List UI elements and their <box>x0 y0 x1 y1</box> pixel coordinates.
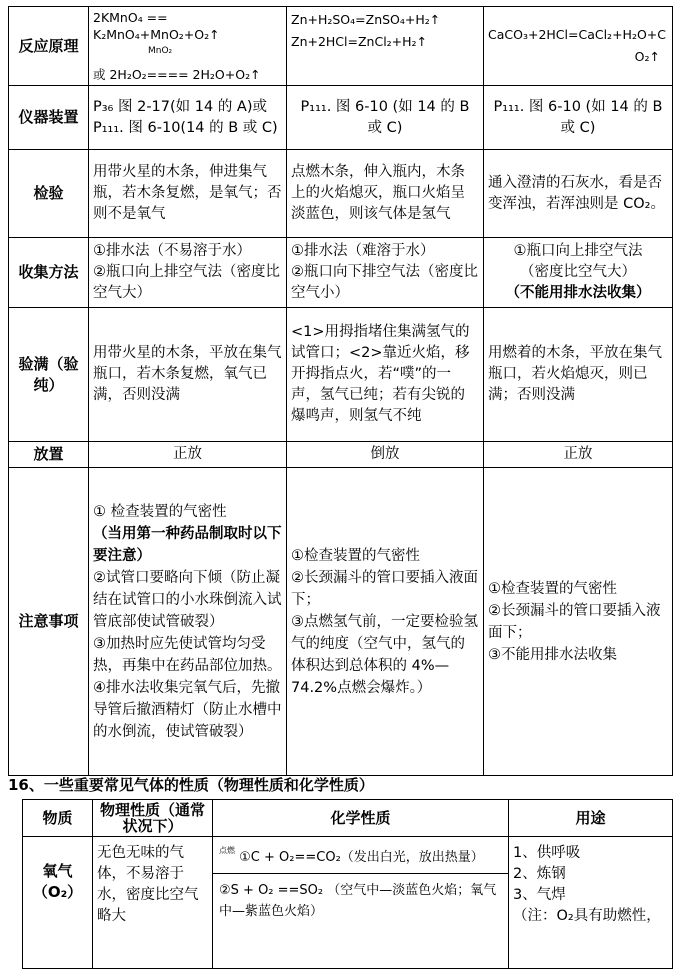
o2-reaction <box>89 7 287 86</box>
row-header: 反应原理 <box>9 7 89 86</box>
reaction-condition: 点燃 <box>219 846 235 855</box>
row-header: 收集方法 <box>9 238 89 308</box>
catalyst-label: MnO₂ <box>148 46 173 56</box>
co2-full-check: 用燃着的木条，平放在集气瓶口，若火焰熄灭，则已满；否则没满 <box>484 308 673 442</box>
reaction-text: ②S + O₂ ==SO₂ （空气中—淡蓝色火焰；氧气中—紫蓝色火焰） <box>219 883 497 919</box>
table-row <box>9 442 673 468</box>
o2-reaction-line: 或 2H₂O₂==== 2H₂O+O₂↑ <box>93 67 261 82</box>
co2-notes <box>484 468 673 776</box>
o2-test: 用带火星的木条，伸进集气瓶，若木条复燃，是氧气；否则不是氧气 <box>89 150 287 238</box>
o2-reaction-line: 2KMnO₄ == K₂MnO₄+MnO₂+O₂↑ <box>93 10 220 42</box>
reaction-carbon <box>213 837 508 874</box>
o2-notes <box>89 468 287 776</box>
column-header: 用途 <box>509 800 673 837</box>
note-line: ④排水法收集完氧气后，先撤导管后撤酒精灯（防止水槽中的水倒流，使试管破裂） <box>93 679 282 740</box>
gas-preparation-table <box>8 6 673 776</box>
h2-apparatus: P₁₁₁. 图 6-10 (如 14 的 B 或 C) <box>287 86 484 150</box>
note-line: （当用第一种药品制取时以下要注意） <box>93 525 282 564</box>
co2-test: 通入澄清的石灰水，看是否变浑浊，若浑浊则是 CO₂。 <box>484 150 673 238</box>
co2-collection <box>484 238 673 308</box>
note-line: ②长颈漏斗的管口要插入液面下； <box>291 569 478 608</box>
o2-full-check: 用带火星的木条，平放在集气瓶口，若木条复燃，氧气已满，否则没满 <box>89 308 287 442</box>
h2-notes <box>287 468 484 776</box>
collection-line: ①排水法（难溶于水） <box>291 243 435 259</box>
reaction-text: ①C + O₂==CO₂（发出白光，放出热量） <box>239 850 484 865</box>
table-row <box>9 238 673 308</box>
gas-properties-table <box>22 799 673 969</box>
reaction-sulfur <box>213 874 508 924</box>
note-line: ③点燃氢气前，一定要检验氢气的纯度（空气中，氢气的体积达到总体积的 4%—74.2%点燃会爆炸。） <box>291 613 478 696</box>
use-item: 2、炼钢 <box>513 866 566 882</box>
collection-line: ②瓶口向上排空气法（密度比空气大） <box>93 264 280 301</box>
table-row <box>9 308 673 442</box>
h2-reaction-line: Zn+H₂SO₄=ZnSO₄+H₂↑ <box>291 12 441 27</box>
co2-reaction <box>484 7 673 86</box>
column-header: 物质 <box>23 800 93 837</box>
use-item: （注：O₂具有助燃性， <box>513 908 661 924</box>
note-line: ①检查装置的气密性 <box>488 580 617 597</box>
table-header-row <box>23 800 673 837</box>
note-line: ① 检查装置的气密性 <box>93 503 227 520</box>
table-row <box>9 150 673 238</box>
h2-test: 点燃木条，伸入瓶内，木条上的火焰熄灭，瓶口火焰呈淡蓝色，则该气体是氢气 <box>287 150 484 238</box>
physical-properties: 无色无味的气体，不易溶于水，密度比空气略大 <box>93 837 213 969</box>
uses-cell <box>509 837 673 969</box>
collection-line: ①排水法（不易溶于水） <box>93 243 251 259</box>
h2-reaction <box>287 7 484 86</box>
co2-reaction-line: O₂↑ <box>634 49 660 64</box>
row-header: 验满（验纯） <box>9 308 89 442</box>
collection-note: （不能用排水法收集） <box>505 285 651 301</box>
row-header: 放置 <box>9 442 89 468</box>
o2-placement: 正放 <box>89 442 287 468</box>
use-item: 3、气焊 <box>513 887 566 903</box>
note-line: ③加热时应先使试管均匀受热，再集中在药品部位加热。 <box>93 635 282 674</box>
row-header: 注意事项 <box>9 468 89 776</box>
co2-apparatus: P₁₁₁. 图 6-10 (如 14 的 B 或 C) <box>484 86 673 150</box>
o2-apparatus: P₃₆ 图 2-17(如 14 的 A)或 P₁₁₁. 图 6-10(14 的 B 或 C) <box>89 86 287 150</box>
table-row <box>9 468 673 776</box>
use-item: 1、供呼吸 <box>513 845 581 861</box>
note-line: ①检查装置的气密性 <box>291 547 420 564</box>
o2-collection <box>89 238 287 308</box>
section-title: 16、一些重要常见气体的性质（物理性质和化学性质） <box>8 776 374 794</box>
table-row <box>9 7 673 86</box>
h2-reaction-line: Zn+2HCl=ZnCl₂+H₂↑ <box>291 34 428 49</box>
column-header: 物理性质（通常状况下） <box>93 800 213 837</box>
note-line: ③不能用排水法收集 <box>488 646 617 663</box>
h2-collection <box>287 238 484 308</box>
substance-cell: 氧气（O₂） <box>23 837 93 969</box>
chemical-properties <box>213 837 509 969</box>
note-line: ②试管口要略向下倾（防止凝结在试管口的小水珠倒流入试管底部使试管破裂） <box>93 569 282 630</box>
table-row <box>9 86 673 150</box>
row-header: 仪器装置 <box>9 86 89 150</box>
h2-placement: 倒放 <box>287 442 484 468</box>
table-row <box>23 837 673 969</box>
collection-line: ①瓶口向上排空气法 <box>513 243 643 259</box>
h2-purity-check: <1>用拇指堵住集满氢气的试管口；<2>靠近火焰，移开拇指点火，若“噗”的一声，氢气已纯；若有尖锐的爆鸣声，则氢气不纯 <box>287 308 484 442</box>
co2-placement: 正放 <box>484 442 673 468</box>
note-line: ②长颈漏斗的管口要插入液面下； <box>488 602 661 641</box>
column-header: 化学性质 <box>213 800 509 837</box>
collection-line: （密度比空气大） <box>520 264 636 280</box>
co2-reaction-line: CaCO₃+2HCl=CaCl₂+H₂O+C <box>488 27 666 42</box>
collection-line: ②瓶口向下排空气法（密度比空气小） <box>291 264 478 301</box>
row-header: 检验 <box>9 150 89 238</box>
